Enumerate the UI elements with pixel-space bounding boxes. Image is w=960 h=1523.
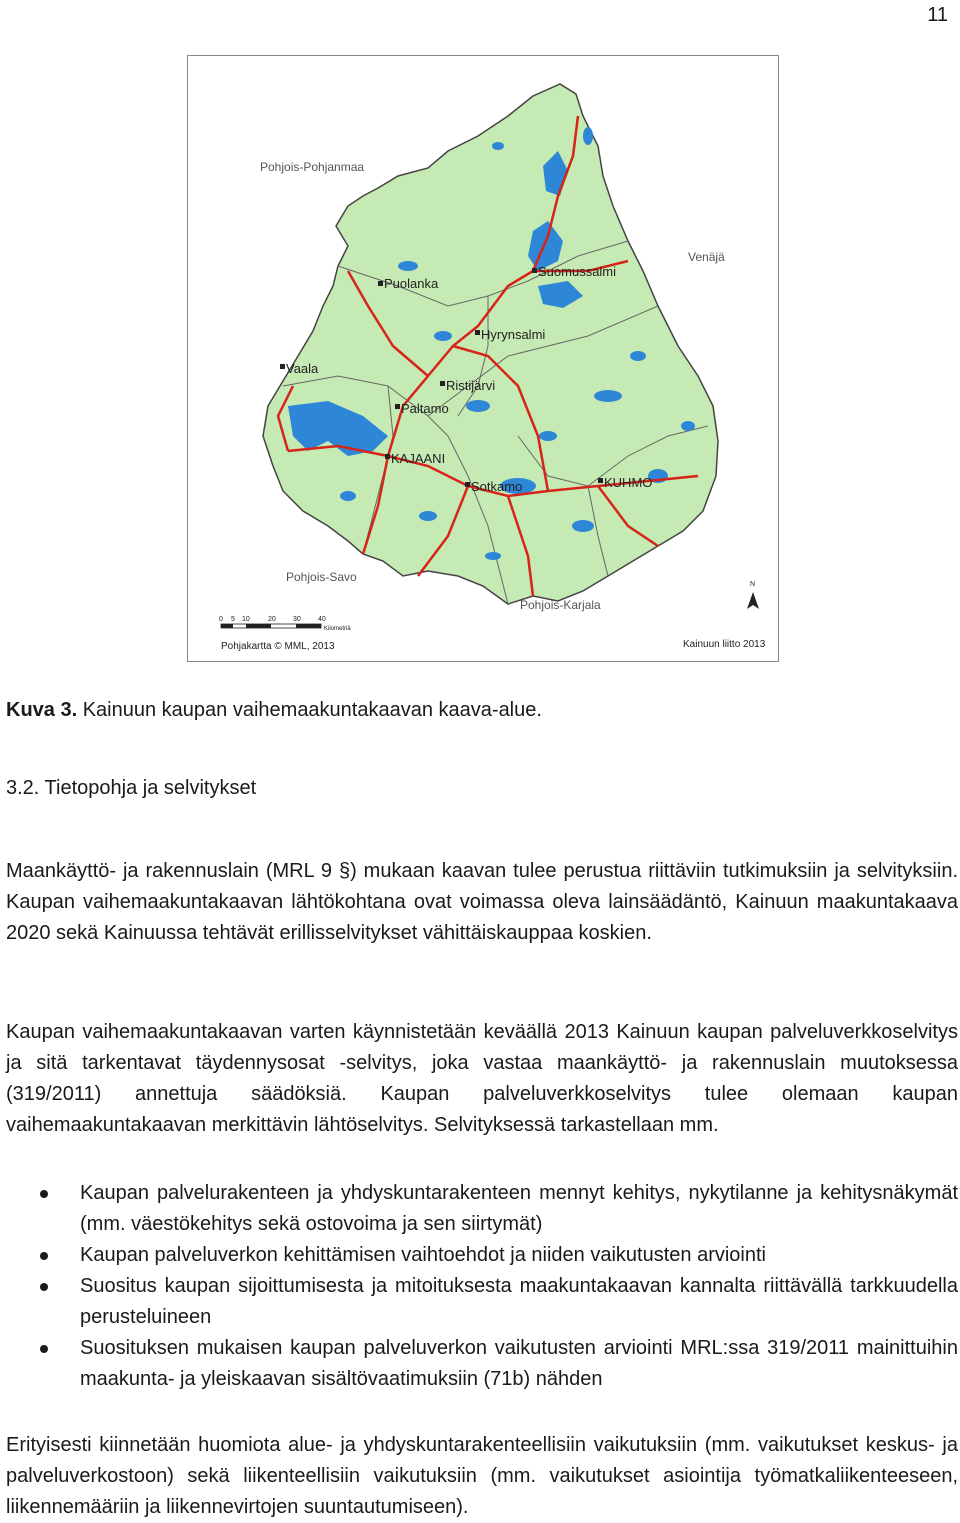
paragraph-1: Maankäyttö- ja rakennuslain (MRL 9 §) mukaan kaavan tulee perustua riittäviin tutkimuksiin ja selvityksiin. Kaupan vaihemaakuntakaavan lähtökohtana ovat voimassa oleva lainsäädäntö, Kainuun maakuntakaava 2020 sekä Kainuussa tehtävät erillisselvitykset vähittäiskauppaa koskien. xyxy=(6,860,958,944)
place-label-ristijarvi: Ristijärvi xyxy=(446,378,496,393)
figure-caption-label: Kuva 3. xyxy=(6,699,78,721)
bullet-text: Suositus kaupan sijoittumisesta ja mitoituksesta maakuntakaavan kannalta riittävällä tarkkuudella perusteluineen xyxy=(80,1275,958,1328)
map-credit-left: Pohjakartta © MML, 2013 xyxy=(221,641,335,652)
place-label-suomussalmi: Suomussalmi xyxy=(538,264,617,279)
place-label-kuhmo: KUHMO xyxy=(604,475,653,490)
bullet-dot-icon xyxy=(40,1283,48,1291)
section-heading: 3.2. Tietopohja ja selvitykset xyxy=(6,777,257,799)
paragraph-3: Erityisesti kiinnetään huomiota alue- ja yhdyskuntarakenteellisiin vaikutuksiin (mm. vaikutukset keskus- ja palveluverkostoon) sekä liikenteellisiin vaikutuksiin (mm. vaikutukset asiointija työmatkaliikenteeseen, liikennemääriin ja liikennevirtojen suuntautumiseen). xyxy=(6,1434,958,1518)
bullet-text: Suosituksen mukaisen kaupan palveluverkon vaikutusten arviointi MRL:ssa 319/2011 mainittuihin maakunta- ja yleiskaavan sisältövaatimuksiin (71b) nähden xyxy=(80,1337,958,1390)
bullet-item xyxy=(0,1333,958,1395)
paragraph-2: Kaupan vaihemaakuntakaavan varten käynnistetään keväällä 2013 Kainuun kaupan palveluverkkoselvitys ja sitä tarkentavat täydennysosat -selvitys, joka vastaa maankäyttö- ja rakennuslain muutoksessa (319/2011) annettuja säädöksiä. Kaupan palveluverkkoselvitys tulee olemaan kaupan vaihemaakuntakaavan merkittävin lähtöselvitys. Selvityksessä tarkastellaan mm. xyxy=(6,1021,958,1136)
scale-bar xyxy=(219,616,351,632)
region-label-pohjois-karjala: Pohjois-Karjala xyxy=(520,598,601,612)
map-credit-right: Kainuun liitto 2013 xyxy=(683,639,766,650)
page-number: 11 xyxy=(927,4,948,26)
scale-unit: Kilometriä xyxy=(324,626,351,632)
figure-caption-text: Kainuun kaupan vaihemaakuntakaavan kaava-alue. xyxy=(77,699,542,721)
map-canvas xyxy=(188,56,778,661)
place-label-puolanka: Puolanka xyxy=(384,276,439,291)
place-label-hyrynsalmi: Hyrynsalmi xyxy=(481,327,546,342)
bullet-text: Kaupan palveluverkon kehittämisen vaihtoehdot ja niiden vaikutusten arviointi xyxy=(80,1244,766,1266)
bullet-item xyxy=(0,1271,958,1333)
north-arrow-icon xyxy=(747,581,759,609)
place-label-sotkamo: Sotkamo xyxy=(471,479,523,494)
scale-tick-5: 5 xyxy=(231,616,235,623)
scale-tick-0: 0 xyxy=(219,616,223,623)
place-label-kajaani: KAJAANI xyxy=(391,451,446,466)
bullet-text: Kaupan palvelurakenteen ja yhdyskuntarakenteen mennyt kehitys, nykytilanne ja kehitysnäkymät (mm. väestökehitys sekä ostovoima ja sen siirtymät) xyxy=(80,1182,958,1235)
bullet-dot-icon xyxy=(40,1252,48,1260)
scale-tick-10: 10 xyxy=(242,616,250,623)
scale-tick-40: 40 xyxy=(318,616,326,623)
scale-tick-30: 30 xyxy=(293,616,301,623)
scale-tick-20: 20 xyxy=(268,616,276,623)
place-label-paltamo: Paltamo xyxy=(401,401,449,416)
place-label-vaala: Vaala xyxy=(286,361,319,376)
bullet-dot-icon xyxy=(40,1190,48,1198)
bullet-dot-icon xyxy=(40,1345,48,1353)
region-label-pohjois-savo: Pohjois-Savo xyxy=(286,570,357,584)
region-label-venaja: Venäjä xyxy=(688,250,725,264)
kainuu-map xyxy=(187,55,779,662)
figure-caption xyxy=(6,699,542,722)
bullet-list xyxy=(0,1178,958,1395)
north-label: N xyxy=(750,581,756,588)
bullet-item xyxy=(0,1240,958,1271)
region-label-pohjois-pohjanmaa: Pohjois-Pohjanmaa xyxy=(260,160,365,174)
bullet-item xyxy=(0,1178,958,1240)
